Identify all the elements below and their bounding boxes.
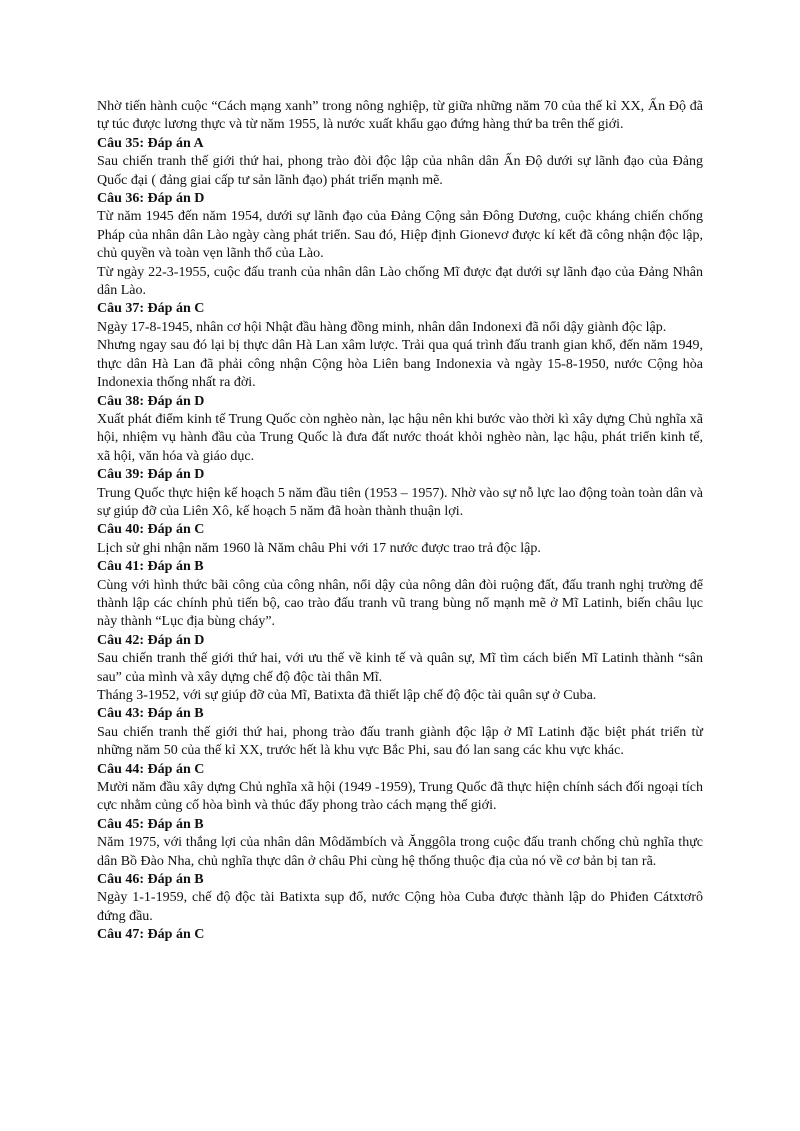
document-page (97, 98, 703, 945)
answer-heading: Câu 46: Đáp án B (97, 872, 204, 888)
answer-heading: Câu 45: Đáp án B (97, 816, 204, 832)
paragraph: Sau chiến tranh thế giới thứ hai, với ưu thế về kinh tế và quân sự, Mĩ tìm cách biến Mĩ Latinh thành “sân sau” của mình và xây dựng chế độ độc tài thân Mĩ. (97, 651, 703, 685)
answer-heading: Câu 40: Đáp án C (97, 522, 205, 538)
paragraph: Ngày 17-8-1945, nhân cơ hội Nhật đầu hàng đồng minh, nhân dân Indonexi đã nổi dậy giành độc lập. (97, 319, 667, 335)
paragraph: Sau chiến tranh thế giới thứ hai, phong trào đòi độc lập của nhân dân Ấn Độ dưới sự lãnh đạo của Đảng Quốc đại ( đảng giai cấp tư sản lãnh đạo) phát triển mạnh mẽ. (97, 154, 703, 188)
answer-heading: Câu 41: Đáp án B (97, 559, 204, 575)
answer-heading: Câu 35: Đáp án A (97, 135, 204, 151)
paragraph: Tháng 3-1952, với sự giúp đỡ của Mĩ, Batixta đã thiết lập chế độ độc tài quân sự ở Cuba. (97, 688, 597, 703)
paragraph: Từ năm 1945 đến năm 1954, dưới sự lãnh đạo của Đảng Cộng sản Đông Dương, cuộc kháng chiến chống Pháp của nhân dân Lào ngày càng phát triển. Sau đó, Hiệp định Gionevơ được kí kết đã công nhận độc lập, chủ quyền và toàn vẹn lãnh thổ của Lào. (97, 209, 703, 262)
paragraph: Xuất phát điểm kinh tế Trung Quốc còn nghèo nàn, lạc hậu nên khi bước vào thời kì xây dựng Chủ nghĩa xã hội, nhiệm vụ hành đầu của Trung Quốc là đưa đất nước thoát khỏi nghèo nàn, lạc hậu, phát triển kinh tế, xã hội, văn hóa và giáo dục. (97, 411, 703, 464)
answer-heading: Câu 43: Đáp án B (97, 706, 204, 722)
answer-heading: Câu 37: Đáp án C (97, 301, 205, 317)
paragraph: Mười năm đầu xây dựng Chủ nghĩa xã hội (1949 -1959), Trung Quốc đã thực hiện chính sách đối ngoại tích cực nhằm củng cố hòa bình và thúc đẩy phong trào cách mạng thế giới. (97, 780, 703, 814)
paragraph: Cùng với hình thức bãi công của công nhân, nổi dậy của nông dân đòi ruộng đất, đấu tranh nghị trường để thành lập các chính phủ tiến bộ, cao trào đấu tranh vũ trang bùng nổ mạnh mẽ ở Mĩ Latinh, biến châu lục này thành “Lục địa bùng cháy”. (97, 577, 703, 630)
paragraph: Trung Quốc thực hiện kế hoạch 5 năm đầu tiên (1953 – 1957). Nhờ vào sự nỗ lực lao động toàn toàn dân và sự giúp đỡ của Liên Xô, kế hoạch 5 năm đã hoàn thành thuận lợi. (97, 485, 703, 519)
answer-heading: Câu 47: Đáp án C (97, 927, 205, 943)
paragraph: Lịch sử ghi nhận năm 1960 là Năm châu Phi với 17 nước được trao trả độc lập. (97, 540, 541, 556)
paragraph: Sau chiến tranh thế giới thứ hai, phong trào đấu tranh giành độc lập ở Mĩ Latinh đặc biệt phát triển từ những năm 50 của thế kỉ XX, trước hết là khu vực Bắc Phi, sau đó lan sang các khu vực khác. (97, 724, 703, 759)
answer-heading: Câu 39: Đáp án D (97, 467, 205, 483)
paragraph: Ngày 1-1-1959, chế độ độc tài Batixta sụp đổ, nước Cộng hòa Cuba được thành lập do Phiđen Cátxtơrô đứng đầu. (97, 890, 703, 924)
paragraph: Năm 1975, với thắng lợi của nhân dân Môdămbích và Ănggôla trong cuộc đấu tranh chống chủ nghĩa thực dân Bồ Đào Nha, chủ nghĩa thực dân ở châu Phi cùng hệ thống thuộc địa của nó về cơ bản bị tan rã. (97, 835, 703, 869)
answer-heading: Câu 38: Đáp án D (97, 393, 205, 409)
paragraph: Nhờ tiến hành cuộc “Cách mạng xanh” trong nông nghiệp, từ giữa những năm 70 của thế kỉ XX, Ấn Độ đã tự túc được lương thực và từ năm 1955, là nước xuất khẩu gạo đứng hàng thứ ba trên thế giới. (97, 99, 703, 133)
answer-heading: Câu 42: Đáp án D (97, 632, 205, 648)
paragraph: Từ ngày 22-3-1955, cuộc đấu tranh của nhân dân Lào chống Mĩ được đạt dưới sự lãnh đạo của Đảng Nhân dân Lào. (97, 264, 703, 299)
answer-heading: Câu 36: Đáp án D (97, 191, 205, 207)
answer-heading: Câu 44: Đáp án C (97, 761, 205, 777)
paragraph: Nhưng ngay sau đó lại bị thực dân Hà Lan xâm lược. Trải qua quá trình đấu tranh gian khổ, đến năm 1949, thực dân Hà Lan đã phải công nhận Cộng hòa Liên bang Indonexia và ngày 15-8-1950, nước Cộng hòa Indonexia thống nhất ra đời. (97, 338, 703, 391)
